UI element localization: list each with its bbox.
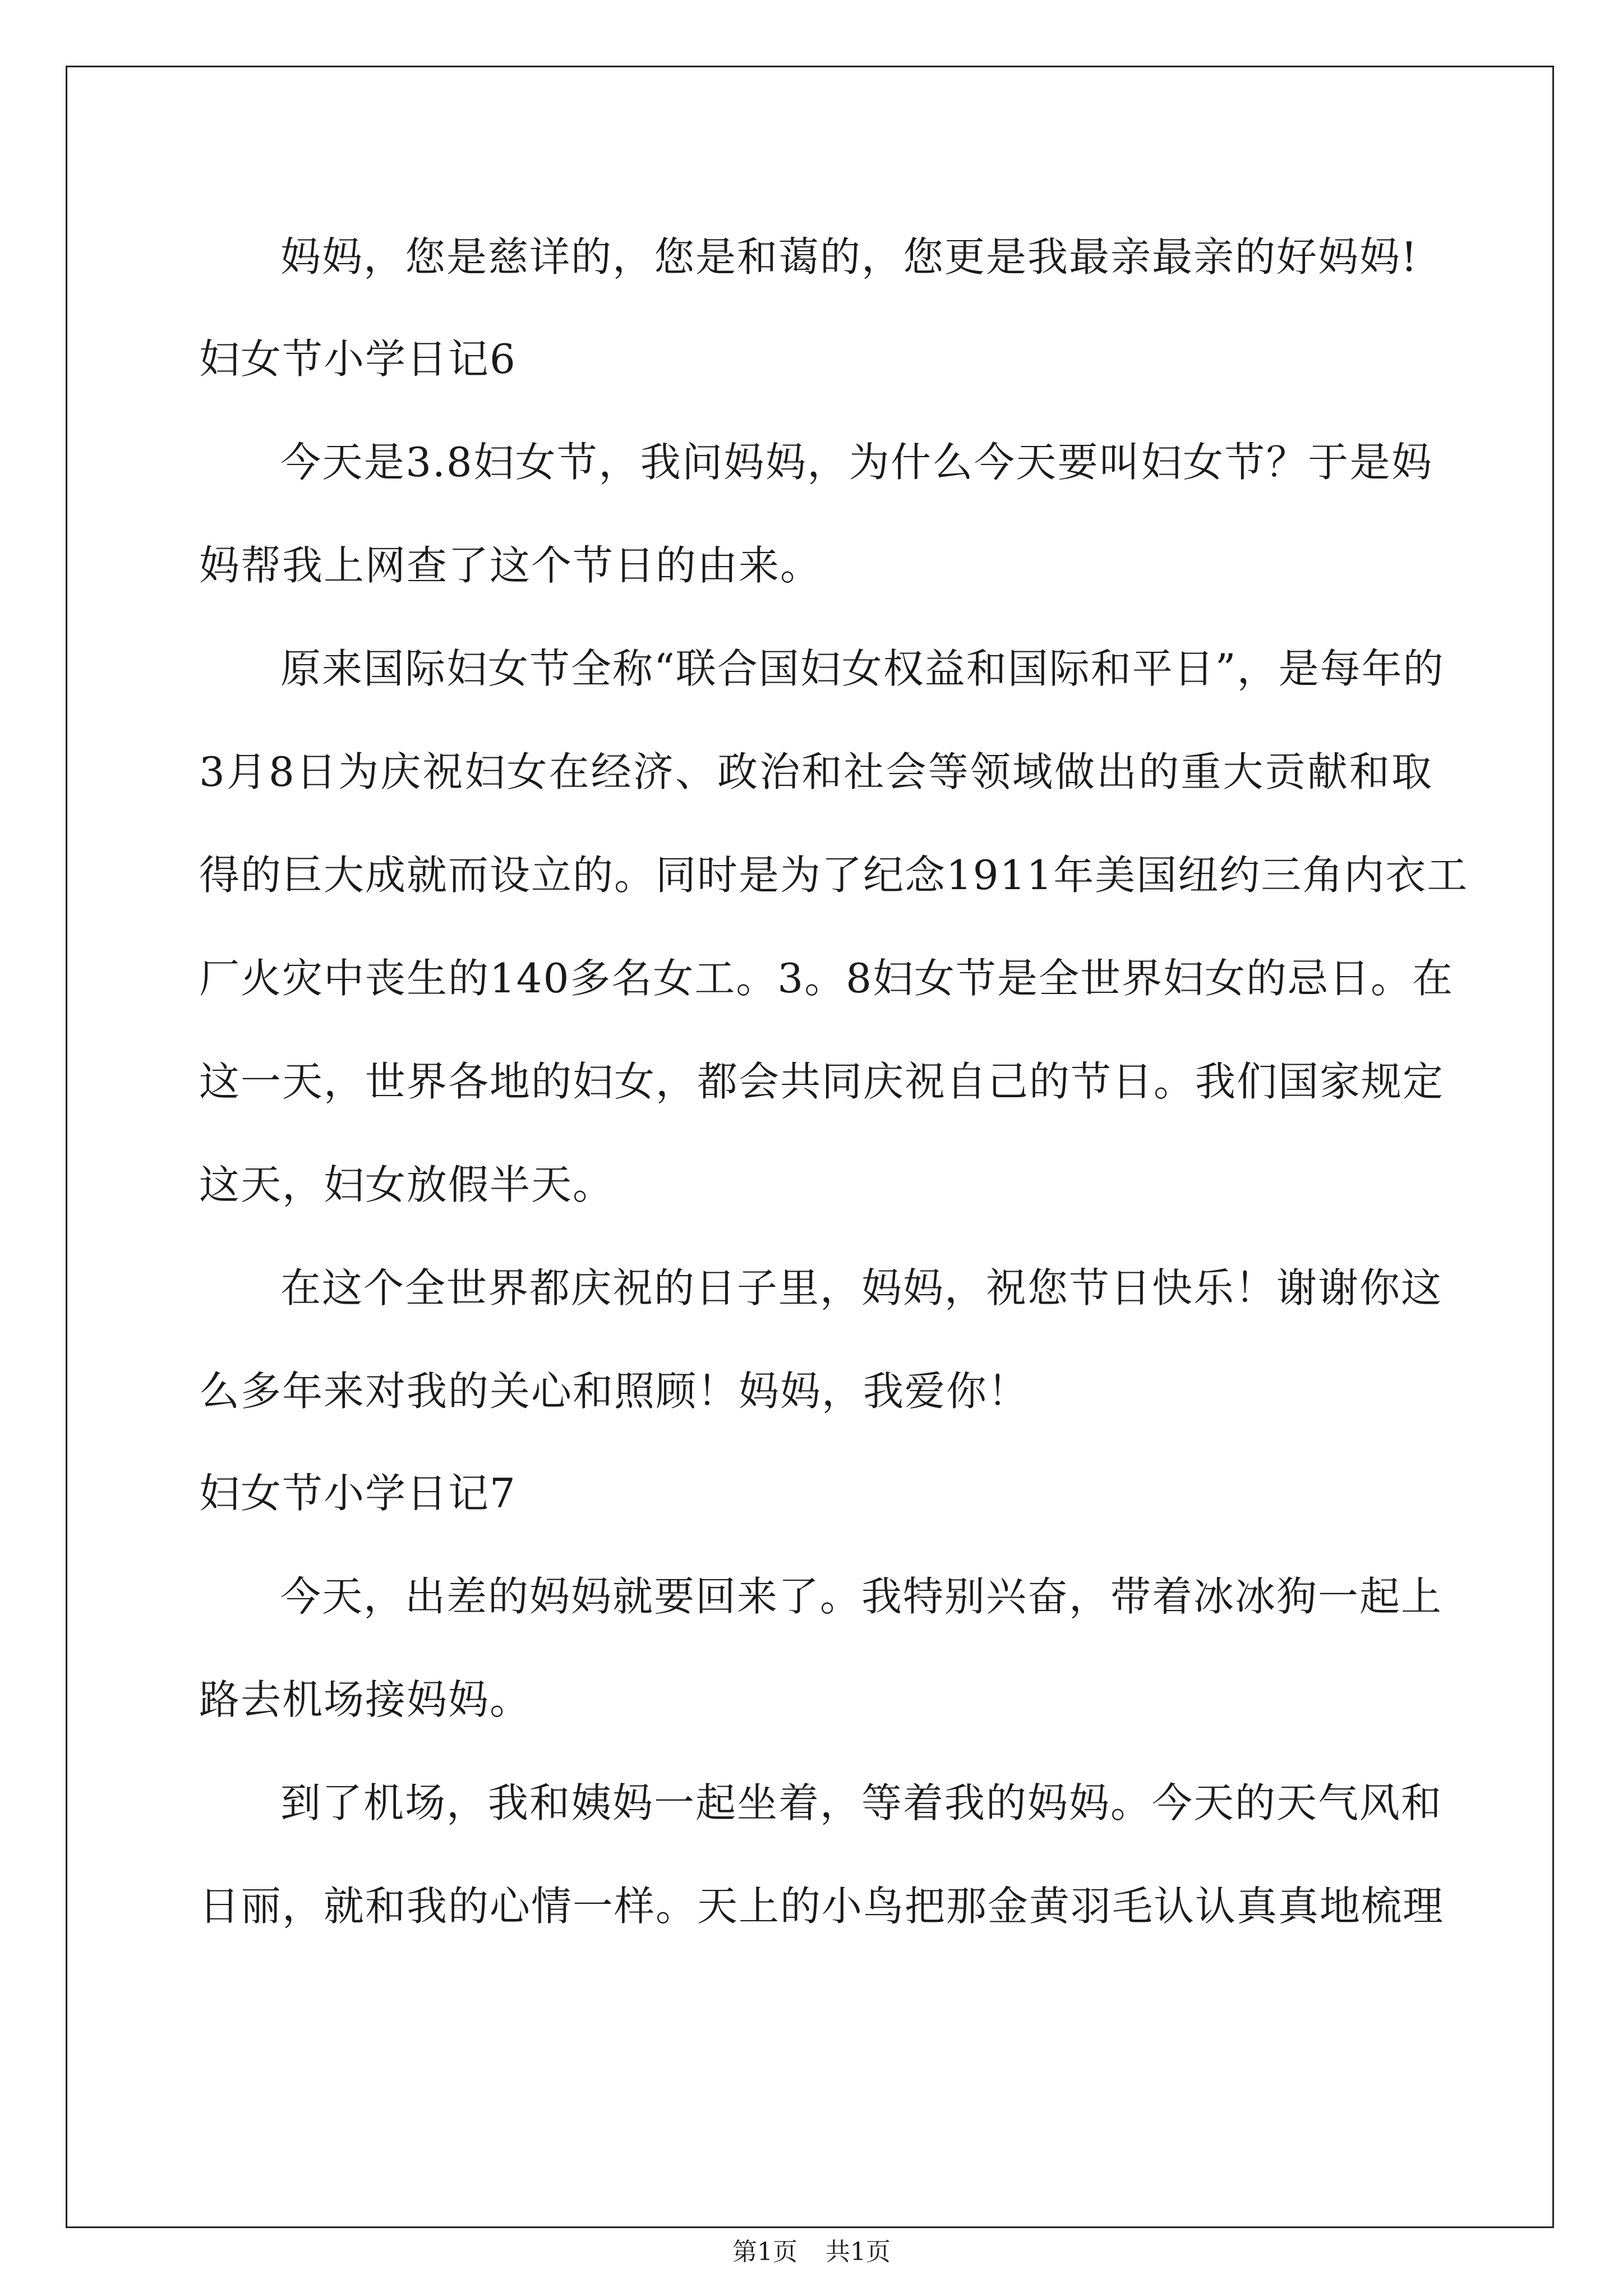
paragraph-line: 妈帮我上网查了这个节日的由来。 xyxy=(199,542,822,589)
paragraph-line: 路去机场接妈妈。 xyxy=(199,1676,532,1723)
paragraph-line: 在这个全世界都庆祝的日子里，妈妈，祝您节日快乐！谢谢你这 xyxy=(280,1264,1443,1312)
paragraph-line: 妈妈，您是慈详的，您是和蔼的，您更是我最亲最亲的好妈妈! xyxy=(280,233,1418,280)
page-footer xyxy=(0,2235,1623,2269)
paragraph-line: 厂火灾中丧生的140多名女工。3。8妇女节是全世界妇女的忌日。在 xyxy=(199,955,1454,1002)
section-heading: 妇女节小学日记7 xyxy=(199,1470,517,1517)
page-total: 共1页 xyxy=(826,2238,891,2266)
paragraph-line: 这一天，世界各地的妇女，都会共同庆祝自己的节日。我们国家规定 xyxy=(199,1058,1445,1105)
paragraph-line: 得的巨大成就而设立的。同时是为了纪念1911年美国纽约三角内衣工 xyxy=(199,852,1469,899)
paragraph-line: 今天是3.8妇女节，我问妈妈，为什么今天要叫妇女节？于是妈 xyxy=(280,439,1433,486)
section-heading: 妇女节小学日记6 xyxy=(199,335,517,383)
paragraph-line: 么多年来对我的关心和照顾！妈妈，我爱你！ xyxy=(199,1368,1030,1415)
paragraph-line: 到了机场，我和姨妈一起坐着，等着我的妈妈。今天的天气风和 xyxy=(280,1779,1443,1826)
page-number: 第1页 xyxy=(732,2238,797,2266)
paragraph-line: 这天，妇女放假半天。 xyxy=(199,1161,615,1208)
paragraph-line: 原来国际妇女节全称“联合国妇女权益和国际和平日”，是每年的 xyxy=(280,645,1445,692)
paragraph-line: 3月8日为庆祝妇女在经济、政治和社会等领域做出的重大贡献和取 xyxy=(199,748,1433,795)
paragraph-line: 今天，出差的妈妈就要回来了。我特别兴奋，带着冰冰狗一起上 xyxy=(280,1573,1443,1620)
paragraph-line: 日丽，就和我的心情一样。天上的小鸟把那金黄羽毛认认真真地梳理 xyxy=(199,1883,1445,1930)
